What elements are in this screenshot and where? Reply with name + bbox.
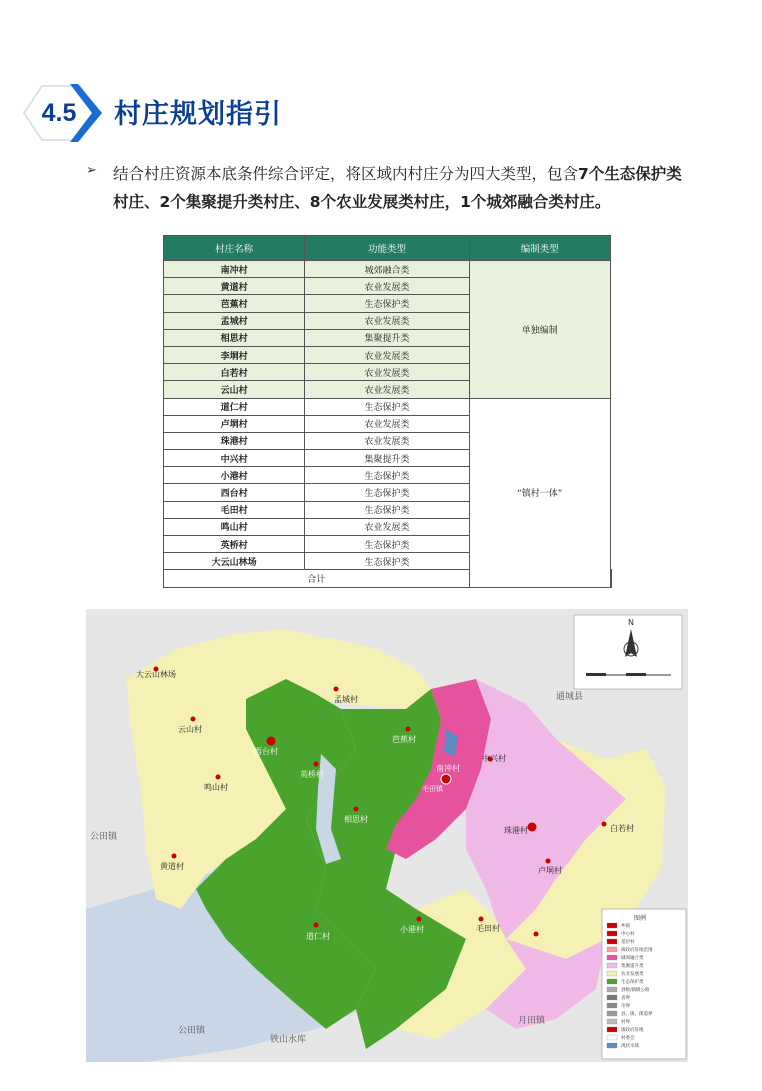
label-xiaogang: 小港村: [400, 925, 424, 934]
legend-label: 城郊融合类: [621, 956, 644, 961]
section-title: 村庄规划指引: [114, 99, 282, 130]
village-type: 农业发展类: [305, 518, 469, 535]
label-tongcheng: 通城县: [556, 692, 584, 702]
label-zhongxing: 中兴村: [482, 754, 506, 763]
legend-swatch: [607, 939, 617, 944]
legend-swatch: [607, 947, 617, 952]
table-header-row: [164, 236, 612, 261]
legend-label: 市界: [621, 1004, 630, 1009]
table-row: [164, 398, 612, 415]
legend-title: 图例: [634, 915, 647, 922]
village-dot: [417, 917, 422, 922]
total-value: [611, 570, 612, 587]
village-type: 集聚提升类: [305, 450, 469, 467]
label-xiaogang-east: 毛田村: [476, 924, 500, 933]
intro-bold-text: 7个生态保护类村庄、2个集聚提升类村庄、8个农业发展类村庄，1个城郊融合类村庄。: [113, 165, 682, 211]
village-type: 生态保护类: [305, 536, 469, 553]
label-yuetian: 月田镇: [518, 1016, 546, 1026]
village-type: 生态保护类: [305, 295, 469, 312]
village-type: 农业发展类: [305, 432, 469, 449]
legend-label: 县级/镇级公路: [621, 988, 650, 993]
legend-label: 镇政府驻地范围: [621, 948, 653, 953]
section-badge: [18, 82, 104, 144]
legend-swatch: [607, 971, 617, 976]
village-name: 相思村: [164, 329, 305, 346]
label-maotian-town: 毛田镇: [422, 785, 443, 793]
township-marker: [441, 774, 451, 784]
legend-label: 乡镇: [621, 924, 630, 929]
village-dot: [314, 923, 319, 928]
village-name: 中兴村: [164, 450, 305, 467]
village-dot: [406, 727, 411, 732]
legend-label: 现状水域: [621, 1044, 639, 1049]
village-dot: [334, 687, 339, 692]
village-type: 农业发展类: [305, 364, 469, 381]
village-type: 生态保护类: [305, 467, 469, 484]
legend-label: 村界: [621, 1020, 630, 1025]
village-dot-center: [528, 823, 537, 832]
village-type: 生态保护类: [305, 501, 469, 518]
label-yunshan: 云山村: [178, 725, 202, 734]
legend-swatch: [607, 963, 617, 968]
village-type: 生态保护类: [305, 484, 469, 501]
village-dot: [172, 854, 177, 859]
bullet-arrow-icon: ➢: [86, 163, 97, 178]
plan-type-group2: “镇村一体”: [469, 398, 610, 587]
legend-swatch: [607, 1035, 617, 1040]
legend-swatch: [607, 979, 617, 984]
label-mingshan: 鸣山村: [204, 783, 228, 792]
village-name: 珠港村: [164, 432, 305, 449]
village-dot: [534, 932, 539, 937]
village-name: 鸣山村: [164, 518, 305, 535]
village-type: 生态保护类: [305, 553, 469, 570]
section-number: 4.5: [41, 99, 77, 127]
legend-swatch: [607, 931, 617, 936]
village-name: 大云山林场: [164, 553, 305, 570]
label-baiye: 白若村: [610, 824, 634, 833]
label-gongtian-west: 公田镇: [90, 832, 118, 842]
intro-paragraph: [113, 160, 683, 216]
legend-swatch: [607, 955, 617, 960]
table-row: [164, 261, 612, 278]
legend-swatch: [607, 987, 617, 992]
legend-label: 农业发展类: [621, 972, 644, 977]
village-dot: [479, 917, 484, 922]
label-xiangsi: 相思村: [344, 815, 368, 824]
label-zhugang: 珠港村: [504, 826, 528, 835]
village-name: 云山村: [164, 381, 305, 398]
village-type: 城郊融合类: [305, 261, 469, 278]
village-name: 道仁村: [164, 398, 305, 415]
compass-north-label: N: [628, 618, 634, 627]
village-name: 英桥村: [164, 536, 305, 553]
village-type: 农业发展类: [305, 278, 469, 295]
label-nanchong: 南冲村: [436, 764, 460, 773]
village-dot: [314, 762, 319, 767]
village-name: 李垌村: [164, 346, 305, 363]
legend-label: 集聚提升类: [621, 964, 644, 969]
label-lujiong: 卢垌村: [538, 866, 562, 875]
legend-label: 省界: [621, 996, 630, 1001]
village-name: 白若村: [164, 364, 305, 381]
village-planning-map: [86, 609, 688, 1062]
header-function-type: 功能类型: [305, 236, 469, 261]
label-dayunshan: 大云山林场: [136, 670, 176, 679]
legend-label: 基层村: [621, 940, 635, 945]
label-daoren: 道仁村: [306, 932, 330, 941]
legend-label: 生态保护类: [621, 980, 644, 985]
label-bajiao: 芭蕉村: [392, 735, 416, 744]
header-village-name: 村庄名称: [164, 236, 305, 261]
legend-label: 村委会: [621, 1036, 635, 1041]
village-name: 黄道村: [164, 278, 305, 295]
total-label: 合计: [164, 570, 470, 587]
legend-swatch: [607, 923, 617, 928]
village-name: 孟城村: [164, 312, 305, 329]
village-table: [163, 235, 612, 588]
label-huangdao: 黄道村: [160, 862, 184, 871]
legend-swatch: [607, 995, 617, 1000]
village-type: 农业发展类: [305, 312, 469, 329]
legend-label: 县、镇、街道界: [621, 1012, 653, 1017]
legend-swatch: [607, 1019, 617, 1024]
village-dot: [216, 775, 221, 780]
legend-swatch: [607, 1011, 617, 1016]
label-gongtian-south: 公田镇: [178, 1026, 206, 1036]
village-dot: [354, 807, 359, 812]
village-type: 农业发展类: [305, 381, 469, 398]
header-plan-type: 编制类型: [469, 236, 610, 261]
village-type: 生态保护类: [305, 398, 469, 415]
legend-swatch: [607, 1003, 617, 1008]
label-mengcheng: 孟城村: [334, 695, 358, 704]
village-dot: [191, 717, 196, 722]
village-name: 毛田村: [164, 501, 305, 518]
village-dot-center: [267, 737, 276, 746]
village-name: 南冲村: [164, 261, 305, 278]
intro-text: 结合村庄资源本底条件综合评定，将区域内村庄分为四大类型，包含: [113, 165, 579, 183]
plan-type-group1: 单独编制: [469, 261, 610, 399]
legend-swatch: [607, 1043, 617, 1048]
village-name: 西台村: [164, 484, 305, 501]
village-dot: [602, 822, 607, 827]
village-type: 农业发展类: [305, 415, 469, 432]
legend-swatch: [607, 1027, 617, 1032]
label-yingqiao: 英桥村: [300, 770, 324, 779]
label-xitai: 西台村: [254, 747, 278, 756]
legend-label: 中心村: [621, 932, 635, 937]
village-type: 农业发展类: [305, 346, 469, 363]
label-tieshan: 铁山水库: [270, 1035, 307, 1045]
village-dot: [546, 859, 551, 864]
village-name: 卢垌村: [164, 415, 305, 432]
village-name: 芭蕉村: [164, 295, 305, 312]
village-name: 小港村: [164, 467, 305, 484]
village-type: 集聚提升类: [305, 329, 469, 346]
legend-label: 镇政府驻地: [621, 1028, 644, 1033]
